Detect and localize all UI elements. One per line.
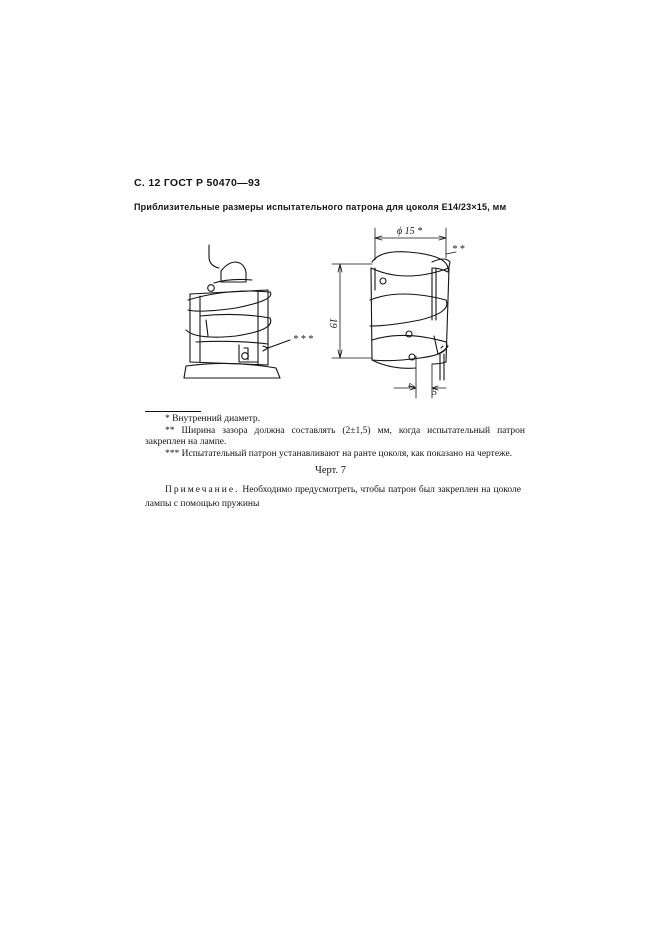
left-view-lamp-with-holder: [184, 245, 290, 378]
footnote-2: ** Ширина зазора должна составлять (2±1,5) мм, когда испытательный патрон закреплен на лампе.: [145, 425, 525, 447]
height-dimension-label: 19: [327, 318, 338, 328]
right-view-test-holder: [332, 228, 456, 398]
footnote-1: * Внутренний диаметр.: [165, 414, 260, 424]
note-paragraph: [145, 483, 521, 511]
note-label: Примечание.: [165, 485, 240, 495]
footnote-3: *** Испытательный патрон устанавливают на ранте цоколя, как показано на чертеже.: [165, 448, 513, 459]
rim-mark-label: * * *: [293, 334, 313, 345]
footnotes: [145, 414, 525, 460]
bottom-right-dimension-label: 5: [432, 387, 437, 398]
diameter-label: ϕ 15 *: [397, 226, 423, 237]
footnote-separator: [145, 411, 201, 412]
gap-mark-label: * *: [452, 244, 465, 255]
page-header: С. 12 ГОСТ Р 50470—93: [134, 177, 261, 189]
bottom-left-dimension-label: 4: [405, 383, 416, 388]
note-text: Необходимо предусмотреть, чтобы патрон был закреплен на цоколе лампы с помощью пружины: [145, 485, 521, 509]
figure-number: Черт. 7: [315, 465, 346, 476]
figure-caption: Приблизительные размеры испытательного патрона для цоколя E14/23×15, мм: [134, 202, 507, 212]
